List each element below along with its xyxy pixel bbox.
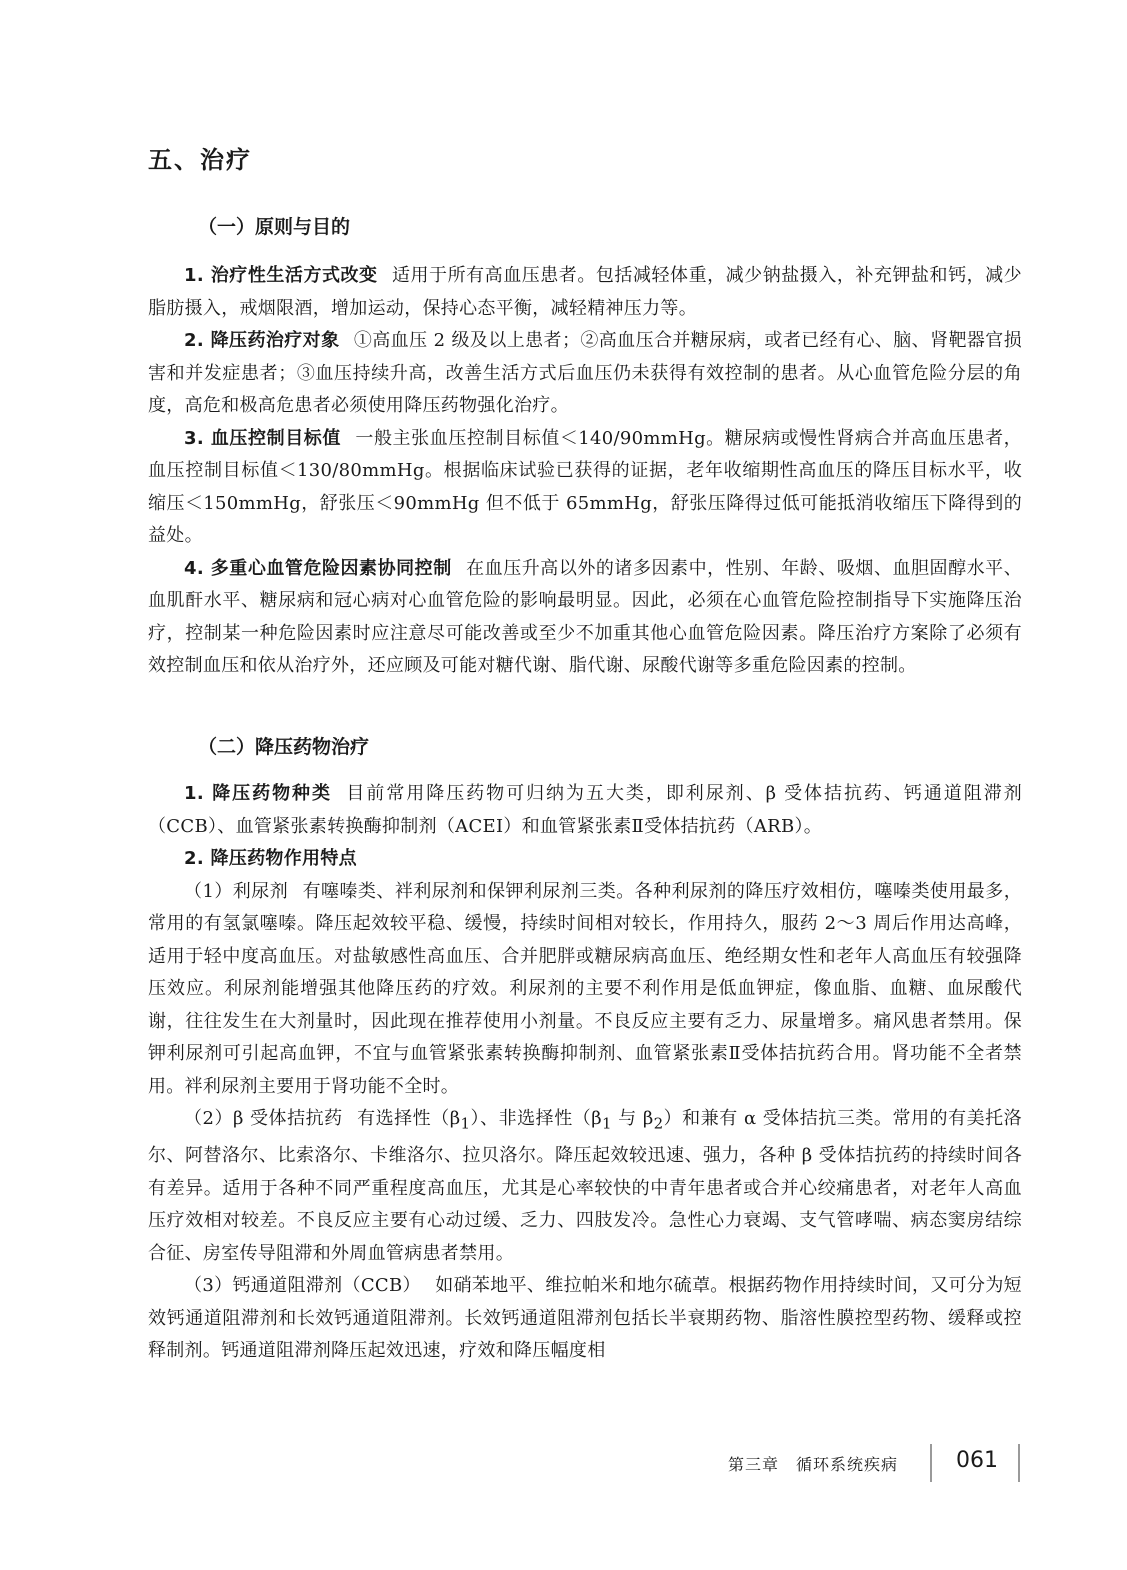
paragraph-lead: （3）钙通道阻滞剂（CCB） [184,1275,421,1297]
paragraph-lead: 2. 降压药物作用特点 [184,848,357,869]
paragraph-text: ）和兼有 α 受体拮抗三类。常用的有美托洛尔、阿替洛尔、比索洛尔、卡维洛尔、拉贝洛尔。降压起效较迅速、强力，各种 β 受体拮抗药的持续时间各有差异。适用于各种不同严重程度高血压，尤其是心率较快的中青年患者或合并心绞痛患者，对老年人高血压疗效相对较差。不良反应主要有心动过缓、乏力、四肢发冷。急性心力衰竭、支气管哮喘、病态窦房结综合征、房室传导阻滞和外周血管病患者禁用。 [148,1108,1022,1264]
principles-body [148,260,1022,683]
paragraph-lead: 4. 多重心血管危险因素协同控制 [184,557,452,579]
paragraph-risk-factors [148,553,1022,683]
paragraph-lead: （2）β 受体拮抗药 [184,1108,343,1129]
page-number: 061 [956,1448,998,1473]
paragraph-lead: 2. 降压药治疗对象 [184,330,340,351]
paragraph-ccb [148,1270,1022,1368]
paragraph-lead: （1）利尿剂 [184,880,289,902]
paragraph-text: 有选择性（β [357,1108,461,1129]
subscript: 1 [601,1114,612,1133]
paragraph-text: 一般主张血压控制目标值＜140/90mmHg。糖尿病或慢性肾病合并高血压患者，血压控制目标值＜130/80mmHg。根据临床试验已获得的证据，老年收缩期性高血压的降压目标水平，收缩压＜150mmHg，舒张压＜90mmHg 但不低于 65mmHg，舒张压降得过低可能抵消收缩压下降得到的益处。 [148,427,1022,546]
paragraph-text: 在血压升高以外的诸多因素中，性别、年龄、吸烟、血胆固醇水平、血肌酐水平、糖尿病和冠心病对心血管危险的影响最明显。因此，必须在心血管危险控制指导下实施降压治疗，控制某一种危险因素时应注意尽可能改善或至少不加重其他心血管危险因素。降压治疗方案除了必须有效控制血压和依从治疗外，还应顾及可能对糖代谢、脂代谢、尿酸代谢等多重危险因素的控制。 [148,557,1022,676]
drug-therapy-body [148,778,1022,1368]
paragraph-lead: 3. 血压控制目标值 [184,427,341,449]
paragraph-text: 如硝苯地平、维拉帕米和地尔硫䓬。根据药物作用持续时间，又可分为短效钙通道阻滞剂和长效钙通道阻滞剂。长效钙通道阻滞剂包括长半衰期药物、脂溶性膜控型药物、缓释或控释制剂。钙通道阻滞剂降压起效迅速，疗效和降压幅度相 [148,1275,1022,1362]
paragraph-lead: 1. 降压药物种类 [184,783,332,804]
paragraph-text: 适用于所有高血压患者。包括减轻体重，减少钠盐摄入，补充钾盐和钙，减少脂肪摄入，戒烟限酒，增加运动，保持心态平衡，减轻精神压力等。 [148,265,1022,319]
section-title: 五、治疗 [148,146,252,174]
paragraph-beta-blockers [148,1103,1022,1270]
paragraph-bp-goal [148,423,1022,553]
subsection-title-principles: （一）原则与目的 [198,216,351,238]
paragraph-drug-classes [148,778,1022,843]
subscript: 1 [460,1114,471,1133]
subsection-title-drug-therapy: （二）降压药物治疗 [198,736,370,758]
paragraph-text: ）、非选择性（β [470,1108,602,1129]
footer-divider [1018,1444,1020,1482]
page-footer [148,1444,1022,1488]
paragraph-text: ①高血压 2 级及以上患者；②高血压合并糖尿病，或者已经有心、脑、肾靶器官损害和并发症患者；③血压持续升高，改善生活方式后血压仍未获得有效控制的患者。从心血管危险分层的角度，高危和极高危患者必须使用降压药物强化治疗。 [148,330,1022,416]
paragraph-diuretics [148,876,1022,1104]
paragraph-text: 目前常用降压药物可归纳为五大类，即利尿剂、β 受体拮抗药、钙通道阻滞剂（CCB）、血管紧张素转换酶抑制剂（ACEI）和血管紧张素Ⅱ受体拮抗药（ARB）。 [148,783,1022,837]
paragraph-drug-features-heading [148,843,1022,876]
paragraph-lifestyle [148,260,1022,325]
footer-divider [930,1444,932,1482]
footer-chapter-title: 第三章 循环系统疾病 [727,1455,898,1474]
paragraph-text: 与 β [611,1108,654,1129]
page [148,0,1022,1570]
paragraph-lead: 1. 治疗性生活方式改变 [184,265,378,286]
paragraph-treatment-targets [148,325,1022,423]
paragraph-text: 有噻嗪类、袢利尿剂和保钾利尿剂三类。各种利尿剂的降压疗效相仿，噻嗪类使用最多，常用的有氢氯噻嗪。降压起效较平稳、缓慢，持续时间相对较长，作用持久，服药 2～3 周后作用达高峰，适用于轻中度高血压。对盐敏感性高血压、合并肥胖或糖尿病高血压、绝经期女性和老年人高血压有较强降压效应。利尿剂能增强其他降压药的疗效。利尿剂的主要不利作用是低血钾症，像血脂、血糖、血尿酸代谢，往往发生在大剂量时，因此现在推荐使用小剂量。不良反应主要有乏力、尿量增多。痛风患者禁用。保钾利尿剂可引起高血钾，不宜与血管紧张素转换酶抑制剂、血管紧张素Ⅱ受体拮抗药合用。肾功能不全者禁用。袢利尿剂主要用于肾功能不全时。 [148,880,1022,1097]
subscript: 2 [653,1114,664,1133]
